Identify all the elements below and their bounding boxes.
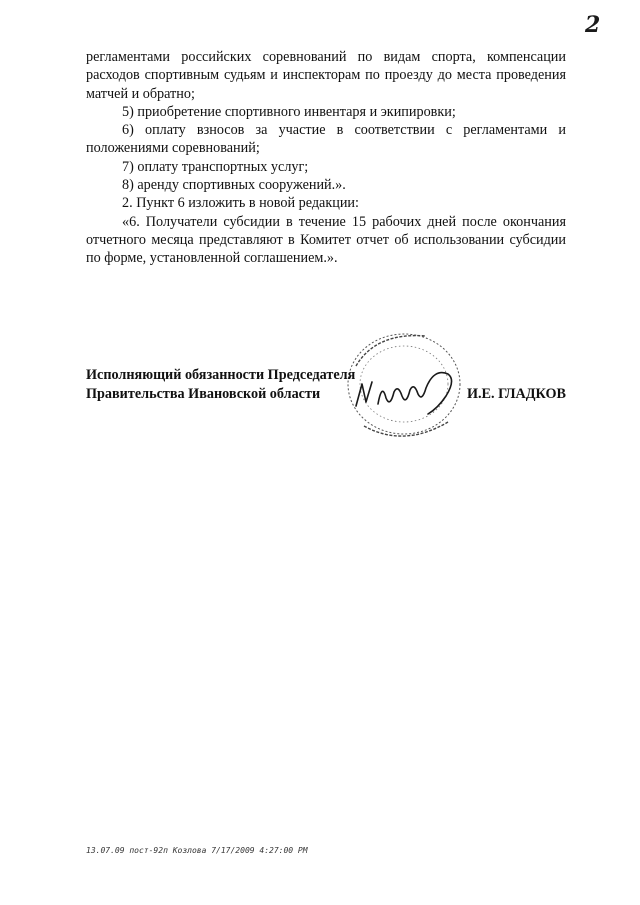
signatory-name: И.Е. ГЛАДКОВ [466, 385, 566, 402]
document-body [86, 48, 566, 268]
signatory-title-line-2: Правительства Ивановской области [86, 385, 321, 402]
page-number: 2 [585, 12, 601, 38]
signatory-title-line-1: Исполняющий обязанности Председателя [86, 367, 356, 383]
paragraph-item-6: 6) оплату взносов за участие в соответствии с регламентами и положениями соревнований; [86, 122, 566, 157]
paragraph-point-6-new: «6. Получатели субсидии в течение 15 рабочих дней после окончания отчетного месяца представляют в Комитет отчет об использовании субсидии по форме, установленной соглашением.». [86, 213, 566, 267]
signature-block [86, 366, 566, 446]
paragraph-item-7: 7) оплату транспортных услуг; [122, 158, 309, 175]
paragraph-item-8: 8) аренду спортивных сооружений.». [122, 177, 346, 194]
paragraph-point-2: 2. Пункт 6 изложить в новой редакции: [122, 195, 359, 212]
paragraph-continuation: регламентами российских соревнований по видам спорта, компенсации расходов спортивным судьям и инспекторам по проезду до места проведения матчей и обратно; [86, 49, 566, 102]
document-footer: 13.07.09 пост-92п Козлова 7/17/2009 4:27:00 PM [86, 846, 308, 855]
signatory-title [86, 366, 355, 403]
paragraph-item-5: 5) приобретение спортивного инвентаря и экипировки; [122, 103, 456, 120]
